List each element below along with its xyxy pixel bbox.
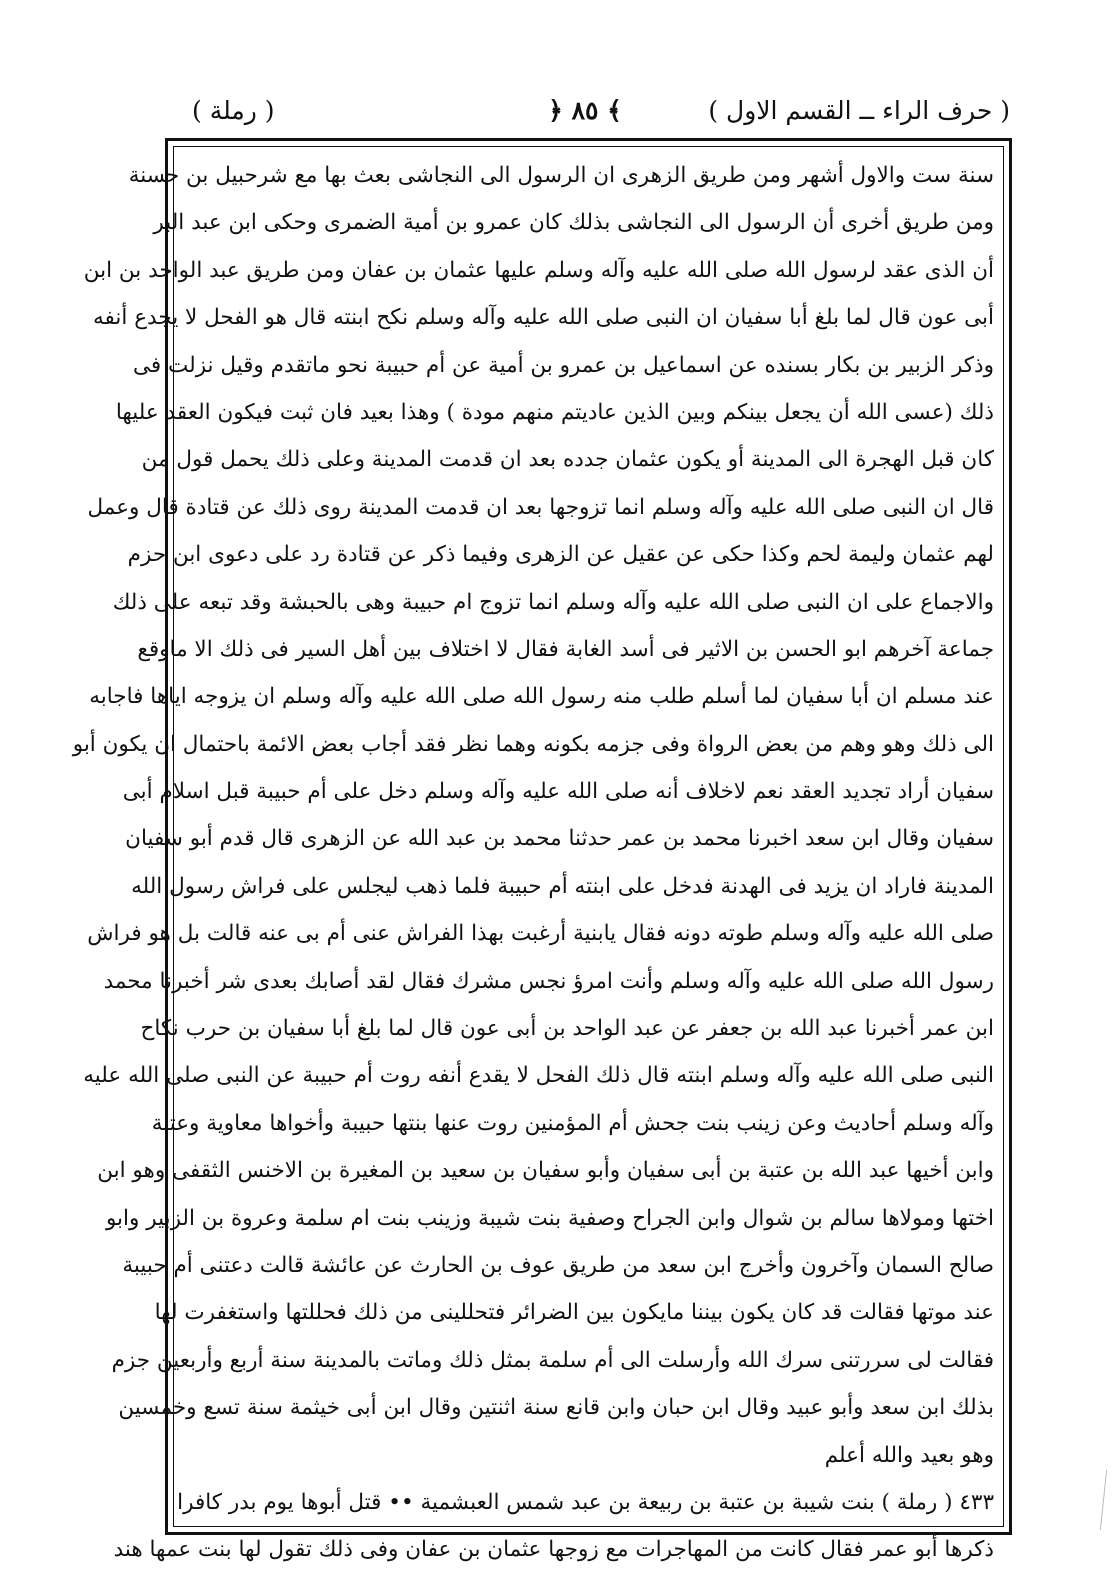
text-line: ومن طريق أخرى أن الرسول الى النجاشى بذلك كان عمرو بن أمية الضمرى وحكى ابن عبد البر — [153, 210, 994, 236]
text-line: سفيان أراد تجديد العقد نعم لاخلاف أنه صلى الله عليه وآله وسلم دخل على أم حبيبة قبل اسلام أبى — [122, 779, 994, 805]
text-line: بذلك ابن سعد وأبو عبيد وقال ابن حبان وابن قانع سنة اثنتين وقال ابن أبى خيثمة سنة تسع وخمسين — [118, 1395, 994, 1421]
text-line: ابن عمر أخبرنا عبد الله بن جعفر عن عبد الواحد بن أبى عون قال لما بلغ أبا سفيان بن حرب نكاح — [140, 1016, 994, 1042]
text-line: جماعة آخرهم ابو الحسن بن الاثير فى أسد الغابة فقال لا اختلاف بين أهل السير فى ذلك الا ماوقع — [137, 636, 994, 662]
scan-edge-mark — [1100, 1470, 1115, 1530]
text-line: والاجماع على ان النبى صلى الله عليه وآله وسلم انما تزوج ام حبيبة وهى بالحبشة وقد تبعه على ذلك — [112, 589, 994, 615]
text-line: كان قبل الهجرة الى المدينة أو يكون عثمان جدده بعد ان قدمت المدينة وعلى ذلك يحمل قول من — [141, 447, 994, 473]
text-line: ذلك (عسى الله أن يجعل بينكم وبين الذين عاديتم منهم مودة ) وهذا بعيد فان ثبت فيكون العقد عليها — [115, 399, 994, 425]
page-number: ﴿ ٨٥ ﴾ — [548, 96, 622, 125]
text-line: عند موتها فقالت قد كان يكون بيننا مايكون بين الضرائر فتحللينى من ذلك فحللتها واستغفرت لها — [154, 1300, 994, 1326]
text-line: الى ذلك وهو وهم من بعض الرواة وفى جزمه بكونه وهما نظر فقد أجاب بعض الائمة باحتمال ان يكون أبو — [72, 731, 994, 757]
text-line: اختها ومولاها سالم بن شوال وابن الجراح وصفية بنت شيبة وزينب بنت ام سلمة وعروة بن الزبير وابو — [105, 1205, 994, 1231]
text-line: صالح السمان وآخرون وأخرج ابن سعد من طريق عوف بن الحارث عن عائشة قالت دعتنى أم حبيبة — [122, 1252, 994, 1278]
text-line: فقالت لى سررتنى سرك الله وأرسلت الى أم سلمة بمثل ذلك وماتت بالمدينة سنة أربع وأربعين جزم — [111, 1347, 994, 1373]
text-line: لهم عثمان وليمة لحم وكذا حكى عن عقيل عن الزهرى وفيما ذكر عن قتادة رد على دعوى ابن حزم — [127, 542, 994, 568]
text-line: أن الذى عقد لرسول الله صلى الله عليه وآله وسلم عليها عثمان بن عفان ومن طريق عبد الواحد بن ابن — [83, 257, 994, 283]
text-line: عند مسلم ان أبا سفيان لما أسلم طلب منه رسول الله صلى الله عليه وآله وسلم ان يزوجه اياها فاجابه — [89, 684, 994, 710]
text-line: رسول الله صلى الله عليه وآله وسلم وأنت امرؤ نجس مشرك فقال لقد أصابك بعدى شر أخبرنا محمد — [103, 968, 994, 994]
text-line: النبى صلى الله عليه وآله وسلم ابنته قال ذلك الفحل لا يقدع أنفه روت أم حبيبة عن النبى صلى الله عليه — [83, 1063, 994, 1089]
body-text — [72, 152, 994, 1574]
text-line: أبى عون قال لما بلغ أبا سفيان ان النبى صلى الله عليه وآله وسلم نكح ابنته قال هو الفحل لا يجدع أنفه — [93, 305, 994, 331]
text-line-last-of-entry: وهو بعيد والله أعلم — [824, 1442, 994, 1468]
running-header — [160, 92, 1010, 136]
text-line: سفيان وقال ابن سعد اخبرنا محمد بن عمر حدثنا محمد بن عبد الله عن الزهرى قال قدم أبو سفيان — [125, 826, 994, 852]
text-line: صلى الله عليه وآله وسلم طوته دونه فقال يابنية أرغبت بهذا الفراش عنى أم بى عنه قالت بل هو فراش — [87, 921, 994, 947]
text-line: قال ان النبى صلى الله عليه وآله وسلم انما تزوجها بعد ان قدمت المدينة روى ذلك عن قتادة قال وعمل — [87, 494, 994, 520]
text-line: ذكرها أبو عمر فقال كانت من المهاجرات مع زوجها عثمان بن عفان وفى ذلك تقول لها بنت عمها هند — [113, 1537, 994, 1563]
text-line-entry-433: ٤٣٣ ( رملة ) بنت شيبة بن عتبة بن ربيعة بن عبد شمس العبشمية •• قتل أبوها يوم بدر كافرا — [177, 1489, 994, 1515]
text-line: وآله وسلم أحاديث وعن زينب بنت جحش أم المؤمنين روت عنها بنتها حبيبة وأخواها معاوية وعتبة — [151, 1110, 994, 1136]
text-line: وابن أخيها عبد الله بن عتبة بن أبى سفيان وأبو سفيان بن سعيد بن المغيرة بن الاخنس الثقفى وهو ابن — [97, 1158, 994, 1184]
header-entry-name: ( رملة ) — [192, 96, 275, 125]
header-section-title: ( حرف الراء ــ القسم الاول ) — [708, 96, 1010, 125]
text-line: سنة ست والاول أشهر ومن طريق الزهرى ان الرسول الى النجاشى بعث بها مع شرحبيل بن حسنة — [128, 163, 994, 188]
text-line: وذكر الزبير بن بكار بسنده عن اسماعيل بن عمرو بن أمية عن أم حبيبة نحو ماتقدم وقيل نزلت فى — [133, 352, 994, 378]
text-line: المدينة فاراد ان يزيد فى الهدنة فدخل على ابنته أم حبيبة فلما ذهب ليجلس على فراش رسول الله — [131, 873, 994, 899]
